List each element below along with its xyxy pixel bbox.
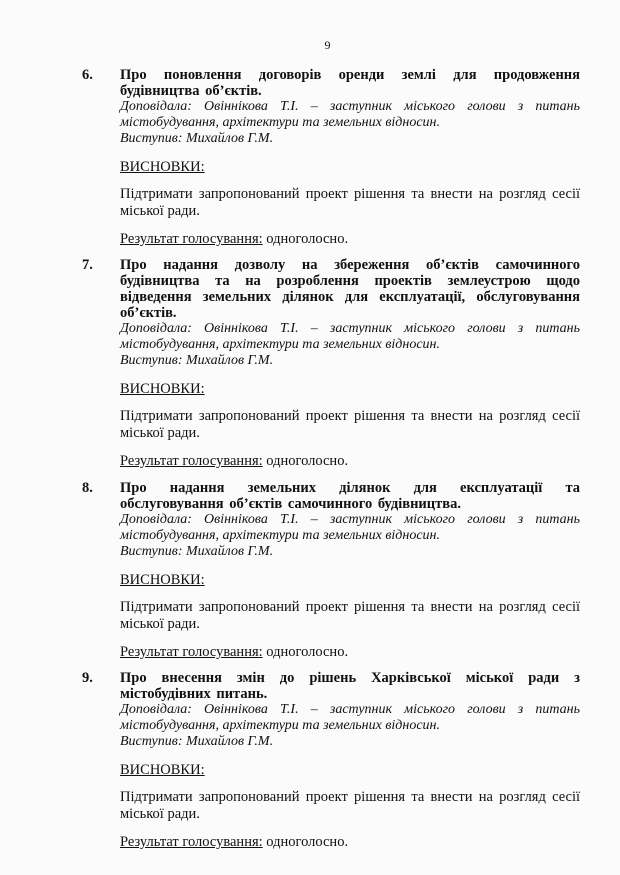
vote-result-line xyxy=(120,231,580,247)
vote-label: Результат голосування: xyxy=(120,231,263,247)
vote-result: одноголосно. xyxy=(262,231,349,247)
vote-result-line xyxy=(120,834,580,850)
vote-label: Результат голосування: xyxy=(120,644,263,660)
item-title: Про надання дозволу на збереження об’єктів самочинного будівництва та на розроблення проектів землеустрою щодо відведення земельних ділянок для експлуатації, обслуговування об’єктів. xyxy=(120,257,580,321)
conclusions-text: Підтримати запропонований проект рішення та внести на розгляд сесії міської ради. xyxy=(120,599,580,632)
speaker-line: Виступив: Михайлов Г.М. xyxy=(120,544,274,559)
vote-result: одноголосно. xyxy=(262,644,349,660)
vote-result: одноголосно. xyxy=(262,834,349,850)
vote-result: одноголосно. xyxy=(262,453,349,469)
conclusions-text: Підтримати запропонований проект рішення та внести на розгляд сесії міської ради. xyxy=(120,186,580,219)
item-title: Про поновлення договорів оренди землі для продовження будівництва об’єктів. xyxy=(120,67,580,99)
reporter-line: Доповідала: Овіннікова Т.І. – заступник міського голови з питань містобудування, архітектури та земельних відносин. xyxy=(120,99,580,130)
vote-label: Результат голосування: xyxy=(120,834,263,850)
conclusions-heading: ВИСНОВКИ: xyxy=(120,159,205,175)
conclusions-text: Підтримати запропонований проект рішення та внести на розгляд сесії міської ради. xyxy=(120,789,580,822)
page-number: 9 xyxy=(324,38,331,52)
vote-result-line xyxy=(120,453,580,469)
conclusions-heading: ВИСНОВКИ: xyxy=(120,762,205,778)
vote-label: Результат голосування: xyxy=(120,453,263,469)
conclusions-heading: ВИСНОВКИ: xyxy=(120,381,205,397)
item-title: Про надання земельних ділянок для експлуатації та обслуговування об’єктів самочинного будівництва. xyxy=(120,480,580,512)
item-number: 8. xyxy=(82,480,93,496)
speaker-line: Виступив: Михайлов Г.М. xyxy=(120,353,274,368)
speaker-line: Виступив: Михайлов Г.М. xyxy=(120,734,274,749)
item-number: 6. xyxy=(82,67,93,83)
speaker-line: Виступив: Михайлов Г.М. xyxy=(120,131,274,146)
item-number: 7. xyxy=(82,257,93,273)
conclusions-text: Підтримати запропонований проект рішення та внести на розгляд сесії міської ради. xyxy=(120,408,580,441)
vote-result-line xyxy=(120,644,580,660)
reporter-line: Доповідала: Овіннікова Т.І. – заступник міського голови з питань містобудування, архітектури та земельних відносин. xyxy=(120,702,580,733)
conclusions-heading: ВИСНОВКИ: xyxy=(120,572,205,588)
item-number: 9. xyxy=(82,670,93,686)
reporter-line: Доповідала: Овіннікова Т.І. – заступник міського голови з питань містобудування, архітектури та земельних відносин. xyxy=(120,321,580,352)
reporter-line: Доповідала: Овіннікова Т.І. – заступник міського голови з питань містобудування, архітектури та земельних відносин. xyxy=(120,512,580,543)
item-title: Про внесення змін до рішень Харківської міської ради з містобудівних питань. xyxy=(120,670,580,702)
